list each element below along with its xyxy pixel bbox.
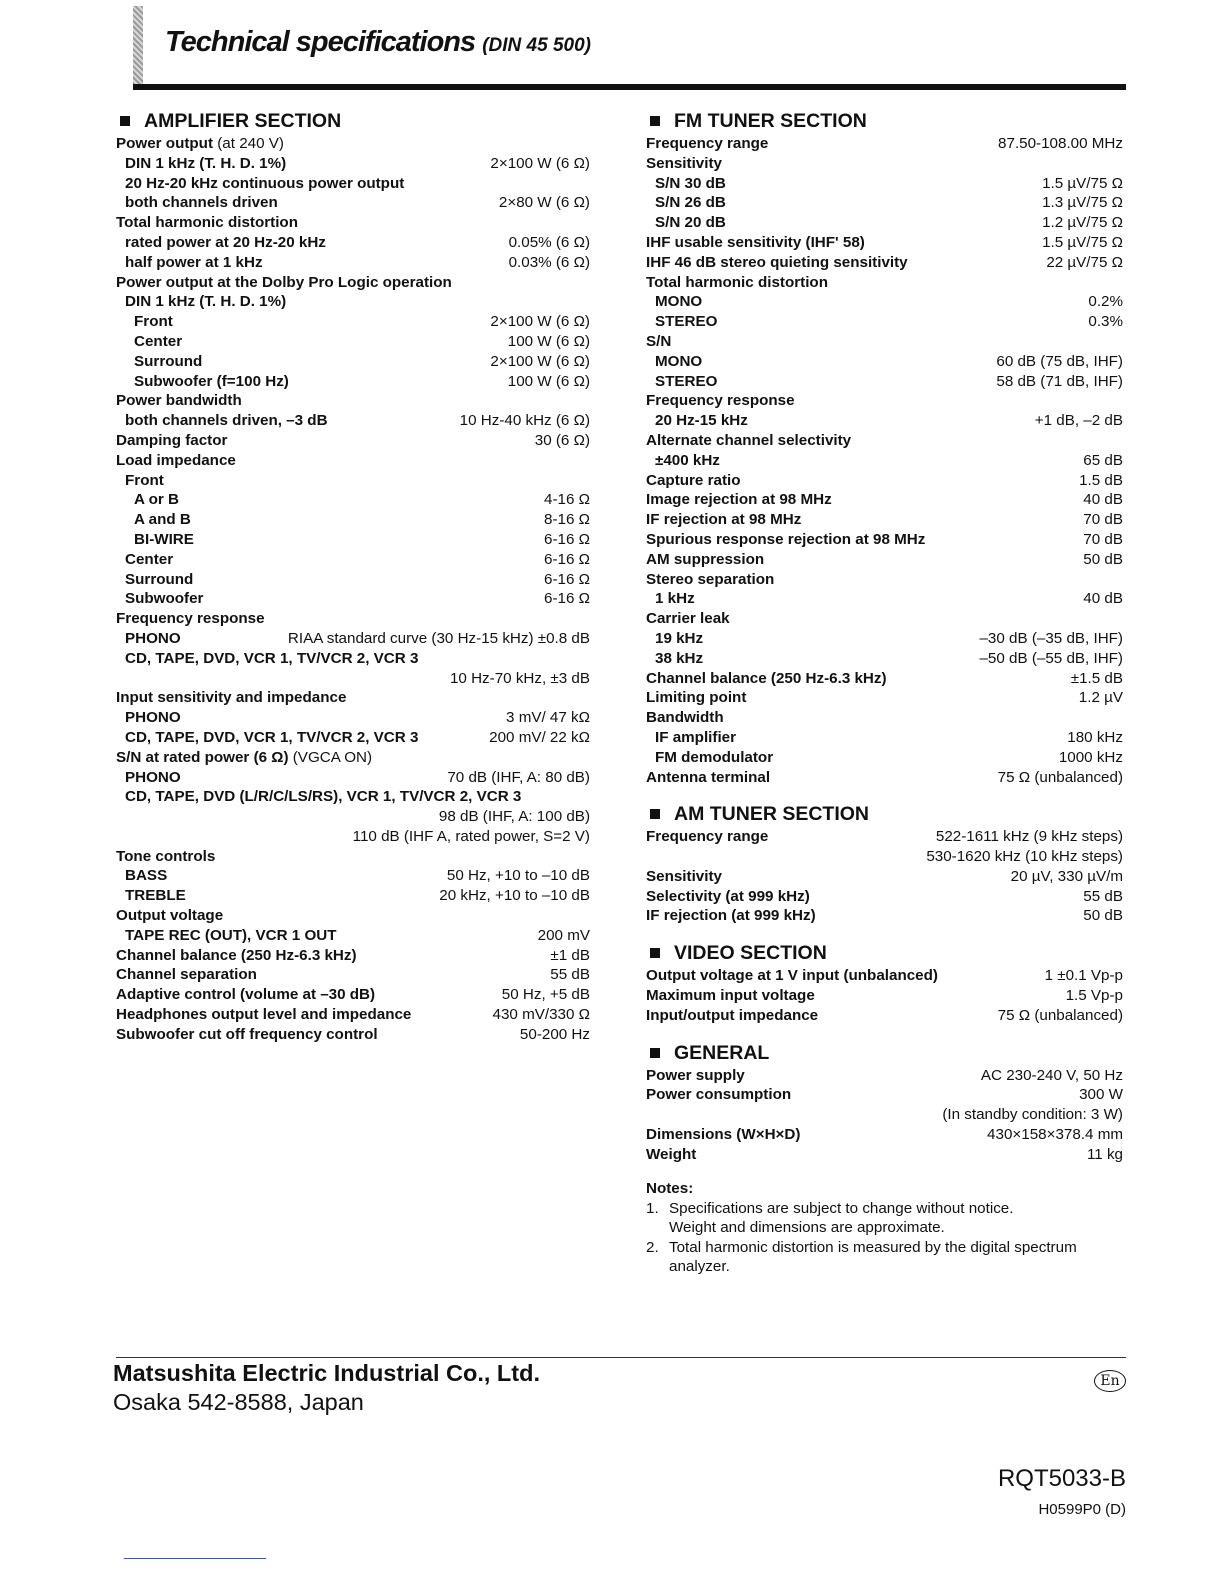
- spec-value: 8-16 Ω: [544, 511, 590, 529]
- spec-label: BI-WIRE: [134, 530, 194, 548]
- fm-section-heading: [646, 108, 1123, 134]
- spec-value: 180 kHz: [1067, 728, 1123, 746]
- spec-row: [116, 233, 590, 253]
- link-underline: [124, 1558, 266, 1559]
- spec-label: Frequency range: [646, 135, 769, 152]
- video-heading-text: VIDEO SECTION: [674, 942, 827, 965]
- spec-row: [646, 352, 1123, 372]
- spec-row: [116, 332, 590, 352]
- spec-row: [116, 847, 590, 867]
- spec-value: 58 dB (71 dB, IHF): [996, 372, 1123, 390]
- spec-value: 4-16 Ω: [544, 491, 590, 509]
- spec-row: [646, 530, 1123, 550]
- spec-value: 2×100 W (6 Ω): [490, 313, 590, 331]
- spec-label: A or B: [134, 491, 179, 509]
- spec-value: 40 dB: [1083, 590, 1123, 608]
- page-title: [165, 26, 591, 59]
- spec-row: [116, 253, 590, 273]
- spec-value: 1.5 dB: [1079, 471, 1123, 489]
- spec-row: [646, 906, 1123, 926]
- spec-label: FM demodulator: [655, 748, 774, 766]
- spec-row: [116, 827, 590, 847]
- spec-label: rated power at 20 Hz-20 kHz: [125, 233, 326, 251]
- video-section-heading: [646, 940, 1123, 966]
- spec-row: [116, 312, 590, 332]
- spec-label: Frequency response: [116, 610, 265, 628]
- spec-label: S/N 26 dB: [655, 194, 726, 212]
- spec-label: Power consumption: [646, 1086, 792, 1104]
- spec-label: 19 kHz: [655, 629, 704, 647]
- spec-value: 55 dB: [1083, 887, 1123, 905]
- spec-row: [116, 748, 590, 768]
- spec-value: 2×80 W (6 Ω): [498, 194, 590, 212]
- spec-row: [646, 1066, 1123, 1086]
- spec-label: Input sensitivity and impedance: [116, 689, 347, 707]
- spec-label: Selectivity (at 999 kHz): [646, 887, 810, 905]
- spec-row: [116, 372, 590, 392]
- spec-label: Limiting point: [646, 689, 747, 707]
- spec-value: 70 dB (IHF, A: 80 dB): [447, 768, 590, 786]
- fm-heading-text: FM TUNER SECTION: [674, 110, 867, 132]
- note-text: Specifications are subject to change without notice. Weight and dimensions are approximate.: [669, 1199, 1014, 1237]
- spec-value: –50 dB (–55 dB, IHF): [979, 649, 1123, 667]
- spec-row: [116, 807, 590, 827]
- spec-row: [646, 451, 1123, 471]
- spec-value: 3 mV/ 47 kΩ: [506, 709, 590, 727]
- spec-row: [646, 391, 1123, 411]
- spec-label: IHF 46 dB stereo quieting sensitivity: [646, 253, 908, 271]
- spec-row: [646, 312, 1123, 332]
- spec-value: 11 kg: [1086, 1145, 1123, 1163]
- spec-label: CD, TAPE, DVD (L/R/C/LS/RS), VCR 1, TV/VCR 2, VCR 3: [125, 788, 522, 806]
- spec-row: [646, 609, 1123, 629]
- spec-label: Output voltage at 1 V input (unbalanced): [646, 967, 938, 985]
- spec-value: 200 mV/ 22 kΩ: [489, 728, 590, 746]
- spec-value: 98 dB (IHF, A: 100 dB): [438, 808, 590, 826]
- spec-row: [116, 669, 590, 689]
- spec-row: [116, 431, 590, 451]
- spec-row: [646, 887, 1123, 907]
- spec-value: 6-16 Ω: [544, 570, 590, 588]
- spec-value: –30 dB (–35 dB, IHF): [979, 629, 1123, 647]
- spec-value: 1.5 µV/75 Ω: [1042, 174, 1123, 192]
- general-spec-list: [646, 1066, 1123, 1165]
- spec-row: [116, 688, 590, 708]
- spec-row: [116, 490, 590, 510]
- spec-row: [646, 827, 1123, 847]
- spec-value: 0.3%: [1088, 313, 1123, 331]
- spec-label: AM suppression: [646, 550, 765, 568]
- spec-row: [646, 134, 1123, 154]
- spec-row: [116, 866, 590, 886]
- fm-spec-list: [646, 134, 1123, 787]
- spec-label: Channel separation: [116, 966, 257, 984]
- spec-row: [646, 589, 1123, 609]
- spec-row: [116, 213, 590, 233]
- spec-label: Tone controls: [116, 847, 216, 865]
- spec-row: [116, 471, 590, 491]
- spec-label: 38 kHz: [655, 649, 704, 667]
- spec-label: TREBLE: [125, 887, 186, 905]
- spec-label: STEREO: [655, 372, 718, 390]
- general-heading-text: GENERAL: [674, 1041, 770, 1064]
- spec-label: Capture ratio: [646, 471, 741, 489]
- spec-label: Carrier leak: [646, 610, 730, 628]
- spec-row: [116, 134, 590, 154]
- spec-label: Sensitivity: [646, 154, 722, 172]
- spec-row: [116, 510, 590, 530]
- spec-label: Alternate channel selectivity: [646, 431, 852, 449]
- spec-label: PHONO: [125, 709, 181, 727]
- spec-value: 110 dB (IHF A, rated power, S=2 V): [352, 827, 590, 845]
- spec-value: 1000 kHz: [1058, 748, 1123, 766]
- spec-row: [116, 708, 590, 728]
- spec-row: [116, 1005, 590, 1025]
- spec-value: 100 W (6 Ω): [507, 332, 590, 350]
- spec-row: [116, 728, 590, 748]
- spec-value: 75 Ω (unbalanced): [997, 1006, 1123, 1024]
- spec-value: 70 dB: [1083, 511, 1123, 529]
- spec-row: [116, 926, 590, 946]
- spec-value: 30 (6 Ω): [534, 431, 590, 449]
- spec-value: 20 µV, 330 µV/m: [1010, 867, 1123, 885]
- spec-value: 87.50-108.00 MHz: [998, 135, 1123, 152]
- note-text: Total harmonic distortion is measured by the digital spectrum analyzer.: [669, 1238, 1077, 1276]
- spec-row: [646, 570, 1123, 590]
- language-badge: En: [1094, 1370, 1126, 1392]
- spec-value: 2×100 W (6 Ω): [490, 352, 590, 370]
- spec-label: IF rejection at 98 MHz: [646, 511, 802, 529]
- spec-label: Damping factor: [116, 431, 228, 449]
- spec-row: [646, 688, 1123, 708]
- amplifier-heading-text: AMPLIFIER SECTION: [144, 110, 342, 132]
- spec-label: S/N 30 dB: [655, 174, 726, 192]
- spec-row: [646, 1085, 1123, 1105]
- bullet-square-icon: [650, 116, 660, 126]
- spec-row: [646, 273, 1123, 293]
- spec-label: Front: [125, 471, 164, 489]
- spec-value: 60 dB (75 dB, IHF): [996, 352, 1123, 370]
- spec-value: 1 ±0.1 Vp-p: [1044, 967, 1123, 985]
- note-number: 1.: [646, 1199, 659, 1217]
- spec-label: Power supply: [646, 1066, 745, 1084]
- spec-row: [116, 985, 590, 1005]
- spec-row: [116, 946, 590, 966]
- video-spec-list: [646, 966, 1123, 1025]
- spec-label: Power output at the Dolby Pro Logic operation: [116, 273, 452, 291]
- spec-row: [116, 609, 590, 629]
- spec-label: ±400 kHz: [655, 451, 720, 469]
- spec-row: [646, 649, 1123, 669]
- am-heading-text: AM TUNER SECTION: [674, 803, 869, 826]
- spec-row: [116, 570, 590, 590]
- spec-label: IHF usable sensitivity (IHF' 58): [646, 233, 865, 251]
- spec-row: [646, 154, 1123, 174]
- page-title-text: Technical specifications: [165, 26, 476, 58]
- spec-value: 70 dB: [1083, 530, 1123, 548]
- bullet-square-icon: [650, 809, 660, 819]
- spec-label: S/N at rated power (6 Ω) (VGCA ON): [116, 748, 373, 766]
- header-rule: [133, 84, 1126, 90]
- spec-label: 20 Hz-20 kHz continuous power output: [125, 174, 405, 192]
- spec-value: 0.2%: [1088, 293, 1123, 311]
- spec-label: PHONO: [125, 629, 181, 647]
- spec-row: [646, 292, 1123, 312]
- spec-value: 50 dB: [1083, 907, 1123, 925]
- spec-label: Surround: [125, 570, 194, 588]
- spec-value: 430×158×378.4 mm: [987, 1126, 1123, 1144]
- spec-label: Load impedance: [116, 451, 236, 469]
- spec-label: Weight: [646, 1145, 697, 1163]
- spec-row: [646, 431, 1123, 451]
- spec-value: AC 230-240 V, 50 Hz: [980, 1066, 1123, 1084]
- spec-row: [646, 867, 1123, 887]
- spec-value: 1.2 µV/75 Ω: [1042, 214, 1123, 232]
- spec-row: [646, 1125, 1123, 1145]
- spec-label: Spurious response rejection at 98 MHz: [646, 530, 926, 548]
- spec-row: [116, 530, 590, 550]
- spec-value: 100 W (6 Ω): [507, 372, 590, 390]
- spec-label: BASS: [125, 867, 168, 885]
- spec-value: 40 dB: [1083, 491, 1123, 509]
- page-subtitle: (DIN 45 500): [482, 35, 591, 56]
- spec-row: [116, 352, 590, 372]
- spec-value: +1 dB, –2 dB: [1034, 412, 1123, 430]
- spec-value: 20 kHz, +10 to –10 dB: [439, 887, 590, 905]
- spec-label: both channels driven, –3 dB: [125, 412, 328, 430]
- spec-label: CD, TAPE, DVD, VCR 1, TV/VCR 2, VCR 3: [125, 649, 419, 667]
- spec-label: S/N 20 dB: [655, 214, 726, 232]
- spec-label: Maximum input voltage: [646, 987, 815, 1005]
- spec-label: Channel balance (250 Hz-6.3 kHz): [646, 669, 887, 687]
- spec-label: Adaptive control (volume at –30 dB): [116, 986, 376, 1004]
- spec-label: STEREO: [655, 313, 718, 331]
- spec-value: 6-16 Ω: [544, 550, 590, 568]
- spec-label: Surround: [134, 352, 203, 370]
- spec-row: [116, 629, 590, 649]
- spec-value: 6-16 Ω: [544, 530, 590, 548]
- right-column: [646, 108, 1123, 1277]
- spec-row: [116, 292, 590, 312]
- header-shaded-bar: [133, 6, 143, 90]
- spec-label: Stereo separation: [646, 570, 775, 588]
- spec-value: 1.3 µV/75 Ω: [1042, 194, 1123, 212]
- spec-value: (In standby condition: 3 W): [942, 1106, 1123, 1124]
- model-number: RQT5033-B: [997, 1465, 1126, 1492]
- spec-value: 22 µV/75 Ω: [1046, 253, 1123, 271]
- spec-row: [646, 411, 1123, 431]
- spec-label: Dimensions (W×H×D): [646, 1126, 801, 1144]
- am-spec-list: [646, 827, 1123, 926]
- spec-label: Subwoofer cut off frequency control: [116, 1025, 378, 1043]
- spec-value: 50 Hz, +10 to –10 dB: [446, 867, 590, 885]
- spec-row: [116, 886, 590, 906]
- spec-row: [116, 411, 590, 431]
- spec-value: 0.05% (6 Ω): [508, 233, 590, 251]
- am-section-heading: [646, 801, 1123, 827]
- spec-row: [116, 589, 590, 609]
- spec-row: [646, 550, 1123, 570]
- spec-label: both channels driven: [125, 194, 278, 212]
- spec-label: Channel balance (250 Hz-6.3 kHz): [116, 946, 357, 964]
- spec-label: Antenna terminal: [646, 768, 771, 786]
- bullet-square-icon: [650, 948, 660, 958]
- left-column: [116, 108, 590, 1045]
- spec-value: 300 W: [1079, 1086, 1123, 1104]
- spec-label: CD, TAPE, DVD, VCR 1, TV/VCR 2, VCR 3: [125, 728, 419, 746]
- spec-label: DIN 1 kHz (T. H. D. 1%): [125, 293, 287, 311]
- spec-row: [116, 154, 590, 174]
- spec-row: [116, 451, 590, 471]
- spec-label: Center: [125, 550, 174, 568]
- spec-value: RIAA standard curve (30 Hz-15 kHz) ±0.8 dB: [287, 629, 590, 647]
- spec-row: [646, 193, 1123, 213]
- print-code: H0599P0 (D): [1038, 1501, 1126, 1518]
- spec-value: 200 mV: [537, 926, 590, 944]
- spec-row: [646, 1006, 1123, 1026]
- spec-row: [646, 510, 1123, 530]
- spec-value: 530-1620 kHz (10 kHz steps): [926, 848, 1123, 866]
- spec-value: 50 dB: [1083, 550, 1123, 568]
- spec-row: [646, 728, 1123, 748]
- spec-value: 430 mV/330 Ω: [492, 1006, 590, 1024]
- spec-row: [116, 1025, 590, 1045]
- spec-row: [116, 193, 590, 213]
- spec-label-note: (at 240 V): [213, 135, 284, 152]
- spec-label: A and B: [134, 511, 191, 529]
- spec-row: [646, 768, 1123, 788]
- spec-value: 1.5 Vp-p: [1065, 987, 1123, 1005]
- notes-list: [646, 1199, 1123, 1277]
- spec-label: Total harmonic distortion: [646, 273, 828, 291]
- spec-row: [116, 391, 590, 411]
- spec-label: Total harmonic distortion: [116, 214, 298, 232]
- bullet-square-icon: [120, 116, 130, 126]
- spec-label: 1 kHz: [655, 590, 695, 608]
- spec-label: Power output (at 240 V): [116, 135, 284, 152]
- spec-label: MONO: [655, 293, 703, 311]
- spec-value: 55 dB: [550, 966, 590, 984]
- footer-rule: [116, 1357, 1126, 1358]
- spec-label: Power bandwidth: [116, 392, 242, 410]
- spec-value: 6-16 Ω: [544, 590, 590, 608]
- spec-label: Sensitivity: [646, 867, 722, 885]
- spec-value: ±1 dB: [550, 946, 590, 964]
- spec-label: TAPE REC (OUT), VCR 1 OUT: [125, 926, 337, 944]
- spec-label: Headphones output level and impedance: [116, 1006, 412, 1024]
- spec-label: 20 Hz-15 kHz: [655, 412, 748, 430]
- spec-label: Subwoofer: [125, 590, 204, 608]
- notes-heading: Notes:: [646, 1179, 694, 1197]
- spec-value: 522-1611 kHz (9 kHz steps): [935, 828, 1123, 846]
- spec-row: [116, 649, 590, 669]
- spec-value: 10 Hz-70 kHz, ±3 dB: [449, 669, 590, 687]
- spec-row: [646, 332, 1123, 352]
- spec-row: [116, 174, 590, 194]
- spec-row: [646, 708, 1123, 728]
- spec-value: 50 Hz, +5 dB: [501, 986, 590, 1004]
- spec-label: Image rejection at 98 MHz: [646, 491, 832, 509]
- spec-label: S/N: [646, 332, 672, 350]
- spec-label: Frequency range: [646, 828, 769, 846]
- spec-row: [646, 847, 1123, 867]
- spec-row: [116, 906, 590, 926]
- spec-row: [646, 629, 1123, 649]
- spec-label: DIN 1 kHz (T. H. D. 1%): [125, 154, 287, 172]
- spec-value: 50-200 Hz: [519, 1025, 590, 1043]
- note-item: [646, 1199, 1123, 1238]
- spec-row: [116, 550, 590, 570]
- general-section-heading: [646, 1040, 1123, 1066]
- spec-label: half power at 1 kHz: [125, 253, 263, 271]
- spec-row: [646, 748, 1123, 768]
- spec-label: Output voltage: [116, 907, 224, 925]
- spec-value: ±1.5 dB: [1070, 669, 1123, 687]
- spec-row: [646, 490, 1123, 510]
- spec-value: 65 dB: [1083, 451, 1123, 469]
- note-item: [646, 1238, 1123, 1277]
- spec-value: 2×100 W (6 Ω): [490, 154, 590, 172]
- spec-label: MONO: [655, 352, 703, 370]
- spec-value: 1.2 µV: [1078, 689, 1123, 707]
- spec-label: Input/output impedance: [646, 1006, 819, 1024]
- spec-label: Front: [134, 313, 173, 331]
- spec-label: Subwoofer (f=100 Hz): [134, 372, 289, 390]
- spec-row: [646, 966, 1123, 986]
- spec-label: IF amplifier: [655, 728, 737, 746]
- spec-label: Bandwidth: [646, 709, 724, 727]
- spec-row: [646, 372, 1123, 392]
- amplifier-section-heading: [116, 108, 590, 134]
- spec-row: [116, 768, 590, 788]
- spec-row: [646, 213, 1123, 233]
- spec-row: [646, 471, 1123, 491]
- spec-label: PHONO: [125, 768, 181, 786]
- spec-row: [646, 669, 1123, 689]
- bullet-square-icon: [650, 1048, 660, 1058]
- spec-row: [646, 233, 1123, 253]
- spec-row: [646, 1105, 1123, 1125]
- spec-value: 10 Hz-40 kHz (6 Ω): [459, 412, 590, 430]
- company-address: Osaka 542-8588, Japan: [113, 1389, 364, 1415]
- spec-label: Center: [134, 332, 183, 350]
- spec-row: [116, 965, 590, 985]
- note-number: 2.: [646, 1238, 659, 1256]
- spec-row: [116, 273, 590, 293]
- spec-label: Frequency response: [646, 392, 795, 410]
- spec-value: 0.03% (6 Ω): [508, 253, 590, 271]
- amplifier-spec-list: [116, 134, 590, 1045]
- spec-label: IF rejection (at 999 kHz): [646, 907, 816, 925]
- spec-label-note: (VGCA ON): [288, 748, 373, 766]
- spec-row: [116, 787, 590, 807]
- spec-row: [646, 1145, 1123, 1165]
- company-name: Matsushita Electric Industrial Co., Ltd.: [113, 1360, 540, 1386]
- spec-row: [646, 253, 1123, 273]
- spec-row: [646, 986, 1123, 1006]
- spec-row: [646, 174, 1123, 194]
- spec-value: 75 Ω (unbalanced): [997, 768, 1123, 786]
- spec-value: 1.5 µV/75 Ω: [1042, 233, 1123, 251]
